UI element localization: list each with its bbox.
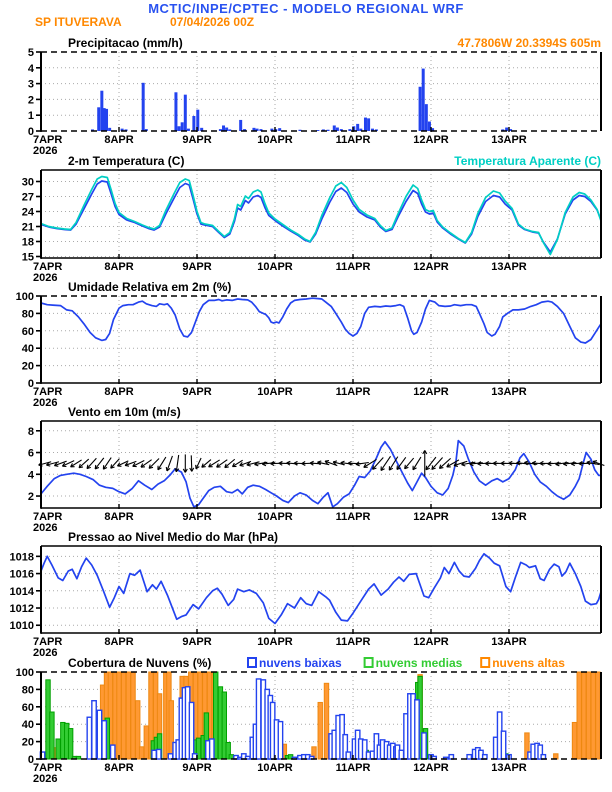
legend-label-2: nuvens altas (492, 656, 565, 670)
chart-wind (0, 403, 612, 534)
series-group (41, 298, 601, 343)
svg-text:5: 5 (27, 47, 34, 59)
page-title: MCTIC/INPE/CPTEC - MODELO REGIONAL WRF (148, 1, 464, 16)
svg-text:2026: 2026 (33, 773, 58, 785)
svg-text:10APR: 10APR (257, 261, 293, 273)
panel-right-label-precipitation: 47.7806W 20.3394S 605m (457, 36, 601, 50)
panel-right-label-temperature: Temperatura Aparente (C) (454, 154, 601, 168)
svg-text:13APR: 13APR (491, 386, 527, 398)
legend-item-nuvens-medias (365, 656, 463, 670)
panel-precipitation (0, 34, 612, 162)
svg-text:2026: 2026 (33, 522, 58, 534)
svg-text:1010: 1010 (9, 620, 34, 633)
series-nuvens-altas (53, 672, 600, 759)
svg-text:9APR: 9APR (182, 134, 212, 146)
svg-text:1016: 1016 (9, 568, 34, 581)
chart-precipitation (0, 34, 612, 157)
svg-text:9APR: 9APR (182, 762, 212, 774)
series-relative-humidity (41, 298, 601, 343)
svg-text:40: 40 (21, 719, 34, 732)
svg-text:7APR: 7APR (33, 134, 63, 146)
svg-text:0: 0 (27, 378, 34, 390)
svg-text:13APR: 13APR (491, 511, 527, 523)
svg-text:60: 60 (21, 701, 34, 714)
svg-text:11APR: 11APR (335, 636, 371, 648)
svg-text:10APR: 10APR (257, 511, 293, 523)
svg-text:1014: 1014 (9, 585, 34, 598)
svg-text:30: 30 (21, 176, 34, 189)
svg-text:4: 4 (27, 469, 34, 482)
svg-text:27: 27 (21, 191, 34, 204)
series-group (41, 177, 601, 255)
legend-swatch-2 (481, 658, 489, 667)
svg-text:8APR: 8APR (104, 134, 134, 146)
svg-text:24: 24 (21, 206, 34, 219)
svg-text:20: 20 (21, 360, 34, 373)
svg-text:8APR: 8APR (104, 261, 134, 273)
svg-text:7APR: 7APR (33, 762, 63, 774)
svg-text:8APR: 8APR (104, 386, 134, 398)
legend-item-nuvens-baixas (248, 656, 342, 670)
chart-clouds (0, 654, 612, 785)
plot-frame (41, 170, 601, 258)
chart-pressure (0, 528, 612, 659)
svg-text:9APR: 9APR (182, 636, 212, 648)
svg-text:7APR: 7APR (33, 386, 63, 398)
svg-text:9APR: 9APR (182, 261, 212, 273)
svg-text:100: 100 (15, 667, 34, 679)
svg-text:6: 6 (27, 447, 34, 460)
svg-text:60: 60 (21, 325, 34, 338)
svg-text:10APR: 10APR (257, 386, 293, 398)
svg-text:13APR: 13APR (491, 261, 527, 273)
svg-text:3: 3 (27, 78, 34, 91)
svg-text:11APR: 11APR (335, 261, 371, 273)
svg-text:2026: 2026 (33, 272, 58, 284)
legend-swatch-1 (365, 658, 373, 667)
svg-text:9APR: 9APR (182, 386, 212, 398)
svg-text:8: 8 (27, 425, 34, 438)
svg-text:11APR: 11APR (335, 762, 371, 774)
svg-text:2026: 2026 (33, 145, 58, 157)
y-axis-labels (22, 177, 41, 264)
legend-label-0: nuvens baixas (259, 656, 342, 670)
svg-text:2: 2 (27, 94, 34, 107)
svg-text:10APR: 10APR (257, 636, 293, 648)
gridlines (41, 52, 601, 131)
gridlines (41, 296, 601, 383)
svg-text:13APR: 13APR (491, 636, 527, 648)
svg-text:0: 0 (27, 126, 34, 138)
svg-text:7APR: 7APR (33, 636, 63, 648)
series-group (40, 672, 600, 759)
svg-text:15: 15 (21, 251, 34, 264)
station-name: SP ITUVERAVA (35, 15, 122, 29)
svg-text:10APR: 10APR (257, 134, 293, 146)
panel-title-temperature: 2-m Temperatura (C) (68, 154, 185, 168)
svg-text:12APR: 12APR (413, 636, 449, 648)
legend-label-1: nuvens medias (375, 656, 463, 670)
run-datetime: 07/04/2026 00Z (170, 15, 255, 29)
svg-text:2: 2 (27, 491, 34, 504)
svg-text:1018: 1018 (9, 551, 34, 564)
svg-text:11APR: 11APR (335, 386, 371, 398)
svg-text:7APR: 7APR (33, 511, 63, 523)
svg-text:0: 0 (27, 754, 34, 766)
panel-title-pressure: Pressao ao Nivel Medio do Mar (hPa) (68, 530, 279, 544)
chart-temperature (0, 152, 612, 284)
svg-text:20: 20 (21, 736, 34, 749)
panel-temperature (0, 152, 612, 289)
svg-text:8APR: 8APR (104, 511, 134, 523)
chart-humidity (0, 278, 612, 409)
svg-text:18: 18 (21, 236, 34, 249)
svg-text:8APR: 8APR (104, 636, 134, 648)
svg-text:12APR: 12APR (413, 261, 449, 273)
panel-title-humidity: Umidade Relativa em 2m (%) (68, 280, 232, 294)
svg-text:12APR: 12APR (413, 511, 449, 523)
panel-pressure (0, 528, 612, 664)
plot-frame (41, 296, 601, 383)
panel-title-wind: Vento em 10m (m/s) (68, 405, 181, 419)
panel-title-precipitation: Precipitacao (mm/h) (68, 36, 183, 50)
svg-text:100: 100 (15, 291, 34, 303)
svg-text:8APR: 8APR (104, 762, 134, 774)
series-apparent-temperature (41, 177, 601, 255)
svg-text:4: 4 (27, 62, 34, 75)
svg-text:7APR: 7APR (33, 261, 63, 273)
gridlines (41, 170, 601, 258)
y-axis-labels (10, 551, 41, 632)
svg-text:2026: 2026 (33, 397, 58, 409)
svg-text:9APR: 9APR (182, 511, 212, 523)
svg-text:11APR: 11APR (335, 134, 371, 146)
svg-text:1: 1 (27, 110, 34, 123)
legend-item-nuvens-altas (481, 656, 565, 670)
svg-text:12APR: 12APR (413, 134, 449, 146)
legend-swatch-0 (248, 658, 256, 667)
svg-text:2026: 2026 (33, 647, 58, 659)
svg-text:80: 80 (21, 308, 34, 321)
svg-text:40: 40 (21, 343, 34, 356)
panel-humidity (0, 278, 612, 414)
svg-text:11APR: 11APR (335, 511, 371, 523)
plot-frame (41, 52, 601, 131)
series-group (41, 554, 601, 624)
panel-title-clouds: Cobertura de Nuvens (%) (68, 656, 212, 670)
y-axis-labels (28, 47, 41, 138)
panel-clouds (0, 654, 612, 790)
y-axis-labels (16, 291, 41, 390)
svg-text:12APR: 12APR (413, 762, 449, 774)
y-axis-labels (16, 667, 41, 766)
panel-wind (0, 403, 612, 539)
series-group (39, 441, 605, 507)
series-mslp (41, 554, 601, 624)
svg-text:12APR: 12APR (413, 386, 449, 398)
svg-text:13APR: 13APR (491, 134, 527, 146)
svg-text:1012: 1012 (9, 603, 34, 616)
svg-text:21: 21 (21, 221, 34, 234)
svg-text:80: 80 (21, 684, 34, 697)
svg-text:13APR: 13APR (491, 762, 527, 774)
wind-direction-arrows (39, 450, 605, 476)
svg-text:10APR: 10APR (257, 762, 293, 774)
series-wind-speed (41, 441, 601, 507)
